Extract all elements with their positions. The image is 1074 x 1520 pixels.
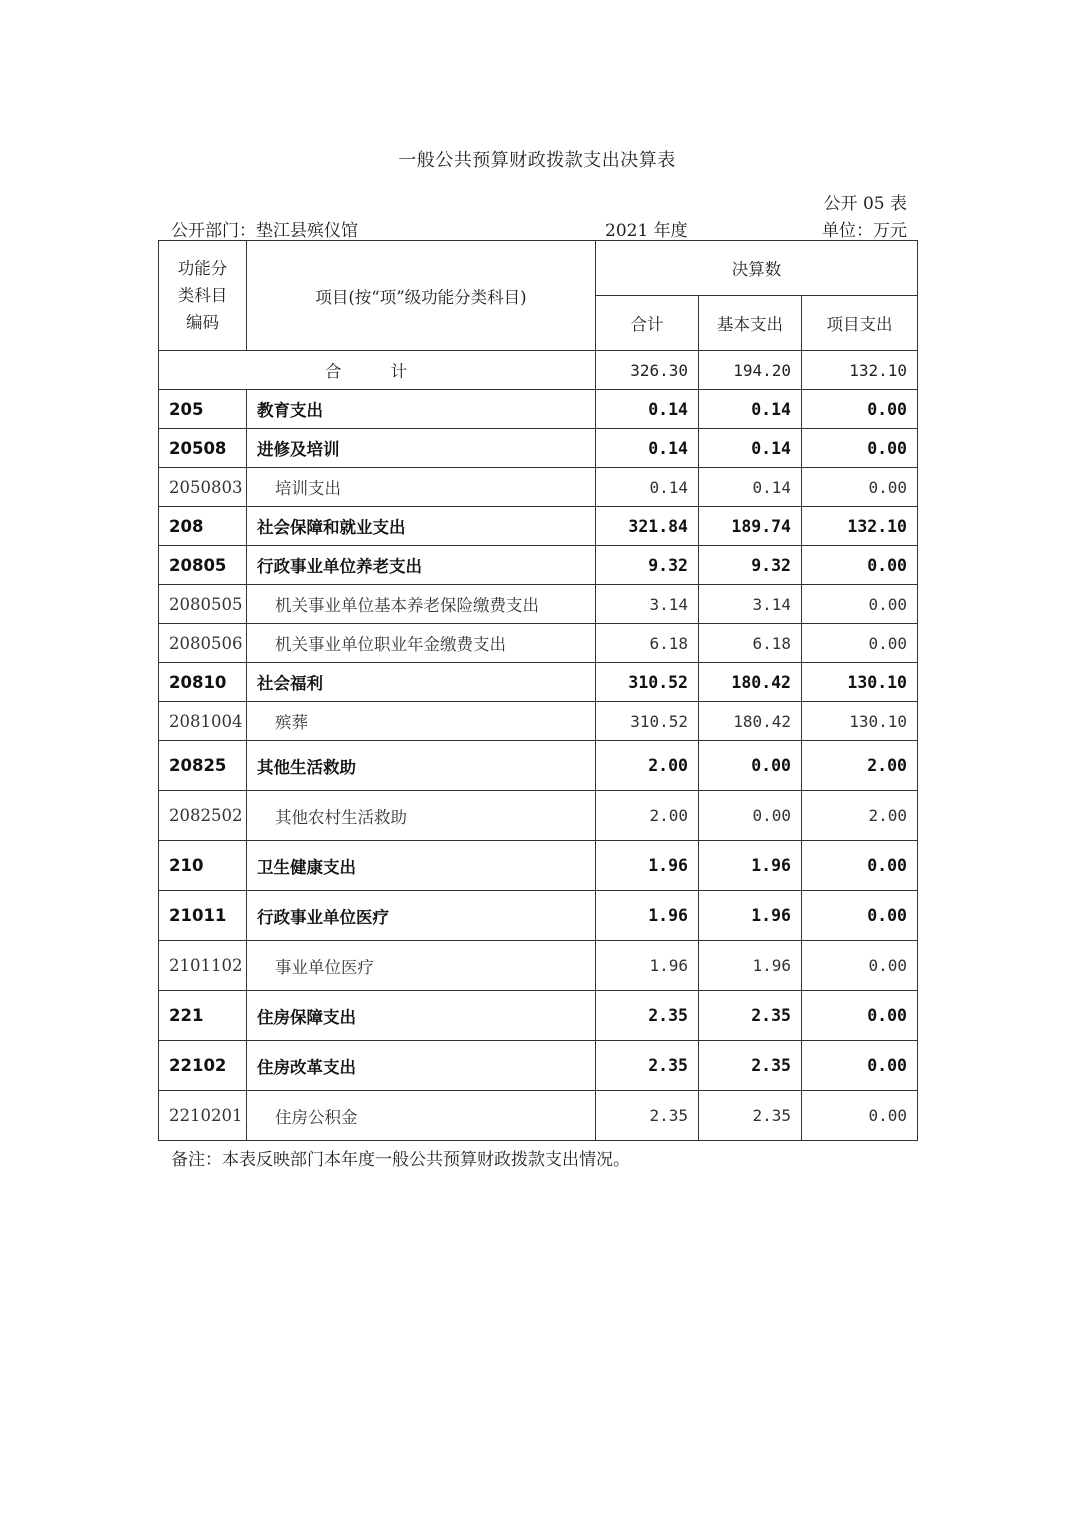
row-basic: 189.74 <box>699 507 802 546</box>
row-code: 2210201 <box>159 1091 247 1141</box>
row-name: 住房公积金 <box>247 1091 596 1141</box>
header-item: 项目(按“项”级功能分类科目) <box>247 241 596 351</box>
fiscal-year: 2021 年度 <box>605 221 688 241</box>
row-total: 2.35 <box>596 1041 699 1091</box>
row-basic: 180.42 <box>699 702 802 741</box>
footnote: 备注：本表反映部门本年度一般公共预算财政拨款支出情况。 <box>171 1150 630 1170</box>
row-project: 0.00 <box>802 941 918 991</box>
row-code: 205 <box>159 390 247 429</box>
row-project: 0.00 <box>802 991 918 1041</box>
row-name: 行政事业单位医疗 <box>247 891 596 941</box>
row-total: 9.32 <box>596 546 699 585</box>
table-row <box>159 663 918 702</box>
table-row <box>159 791 918 841</box>
row-basic: 1.96 <box>699 841 802 891</box>
table-row <box>159 624 918 663</box>
row-code: 20810 <box>159 663 247 702</box>
row-total: 310.52 <box>596 702 699 741</box>
row-name: 殡葬 <box>247 702 596 741</box>
row-code: 20508 <box>159 429 247 468</box>
row-total: 310.52 <box>596 663 699 702</box>
department-label: 公开部门：垫江县殡仪馆 <box>171 221 358 241</box>
header-total: 合计 <box>596 296 699 351</box>
row-code: 2080506 <box>159 624 247 663</box>
row-code: 210 <box>159 841 247 891</box>
table-row <box>159 991 918 1041</box>
header-row-1 <box>159 241 918 296</box>
table-row <box>159 891 918 941</box>
form-number: 公开 05 表 <box>823 194 907 214</box>
row-basic: 0.14 <box>699 390 802 429</box>
row-code: 20825 <box>159 741 247 791</box>
table-row <box>159 702 918 741</box>
header-code-line: 类科目 <box>177 286 228 305</box>
row-code: 2080505 <box>159 585 247 624</box>
row-total: 1.96 <box>596 841 699 891</box>
row-project: 0.00 <box>802 1041 918 1091</box>
row-project: 130.10 <box>802 663 918 702</box>
table-row <box>159 1091 918 1141</box>
row-code: 2050803 <box>159 468 247 507</box>
row-basic: 2.35 <box>699 1091 802 1141</box>
row-project: 0.00 <box>802 468 918 507</box>
budget-table <box>158 240 918 1141</box>
row-basic: 3.14 <box>699 585 802 624</box>
total-row <box>159 351 918 390</box>
header-settlement: 决算数 <box>596 241 918 296</box>
total-basic: 194.20 <box>699 351 802 390</box>
row-name: 进修及培训 <box>247 429 596 468</box>
row-code: 2081004 <box>159 702 247 741</box>
row-total: 0.14 <box>596 468 699 507</box>
page-title: 一般公共预算财政拨款支出决算表 <box>398 150 676 171</box>
total-label: 合 计 <box>159 351 596 390</box>
row-total: 2.35 <box>596 991 699 1041</box>
row-basic: 9.32 <box>699 546 802 585</box>
row-project: 0.00 <box>802 390 918 429</box>
table-row <box>159 468 918 507</box>
unit-label: 单位：万元 <box>822 221 907 241</box>
total-project: 132.10 <box>802 351 918 390</box>
row-project: 0.00 <box>802 624 918 663</box>
row-basic: 0.00 <box>699 791 802 841</box>
header-basic: 基本支出 <box>699 296 802 351</box>
row-code: 21011 <box>159 891 247 941</box>
total-total: 326.30 <box>596 351 699 390</box>
row-project: 0.00 <box>802 585 918 624</box>
header-code-line: 功能分 <box>177 259 228 278</box>
row-name: 社会福利 <box>247 663 596 702</box>
row-code: 20805 <box>159 546 247 585</box>
table-row <box>159 429 918 468</box>
row-total: 6.18 <box>596 624 699 663</box>
header-code <box>159 241 247 351</box>
row-code: 2101102 <box>159 941 247 991</box>
row-basic: 180.42 <box>699 663 802 702</box>
row-basic: 1.96 <box>699 891 802 941</box>
row-project: 130.10 <box>802 702 918 741</box>
row-project: 0.00 <box>802 429 918 468</box>
row-code: 208 <box>159 507 247 546</box>
row-basic: 0.14 <box>699 468 802 507</box>
table-row <box>159 390 918 429</box>
row-basic: 2.35 <box>699 1041 802 1091</box>
row-code: 22102 <box>159 1041 247 1091</box>
row-name: 事业单位医疗 <box>247 941 596 991</box>
row-name: 住房保障支出 <box>247 991 596 1041</box>
row-basic: 0.00 <box>699 741 802 791</box>
row-total: 2.35 <box>596 1091 699 1141</box>
row-project: 2.00 <box>802 741 918 791</box>
row-total: 3.14 <box>596 585 699 624</box>
row-name: 机关事业单位职业年金缴费支出 <box>247 624 596 663</box>
row-name: 教育支出 <box>247 390 596 429</box>
table-row <box>159 1041 918 1091</box>
row-code: 2082502 <box>159 791 247 841</box>
row-basic: 0.14 <box>699 429 802 468</box>
row-total: 1.96 <box>596 891 699 941</box>
table-row <box>159 585 918 624</box>
row-code: 221 <box>159 991 247 1041</box>
header-code-line: 编码 <box>186 313 219 332</box>
row-total: 321.84 <box>596 507 699 546</box>
row-project: 132.10 <box>802 507 918 546</box>
row-name: 行政事业单位养老支出 <box>247 546 596 585</box>
row-project: 0.00 <box>802 841 918 891</box>
row-total: 2.00 <box>596 741 699 791</box>
header-project: 项目支出 <box>802 296 918 351</box>
table-row <box>159 507 918 546</box>
row-project: 0.00 <box>802 891 918 941</box>
row-total: 1.96 <box>596 941 699 991</box>
row-total: 2.00 <box>596 791 699 841</box>
row-basic: 2.35 <box>699 991 802 1041</box>
row-total: 0.14 <box>596 390 699 429</box>
row-total: 0.14 <box>596 429 699 468</box>
row-basic: 6.18 <box>699 624 802 663</box>
row-name: 卫生健康支出 <box>247 841 596 891</box>
row-project: 0.00 <box>802 1091 918 1141</box>
row-project: 2.00 <box>802 791 918 841</box>
row-project: 0.00 <box>802 546 918 585</box>
row-basic: 1.96 <box>699 941 802 991</box>
table-row <box>159 546 918 585</box>
table-row <box>159 841 918 891</box>
row-name: 住房改革支出 <box>247 1041 596 1091</box>
row-name: 其他农村生活救助 <box>247 791 596 841</box>
table-row <box>159 941 918 991</box>
row-name: 机关事业单位基本养老保险缴费支出 <box>247 585 596 624</box>
row-name: 社会保障和就业支出 <box>247 507 596 546</box>
row-name: 其他生活救助 <box>247 741 596 791</box>
table-row <box>159 741 918 791</box>
row-name: 培训支出 <box>247 468 596 507</box>
